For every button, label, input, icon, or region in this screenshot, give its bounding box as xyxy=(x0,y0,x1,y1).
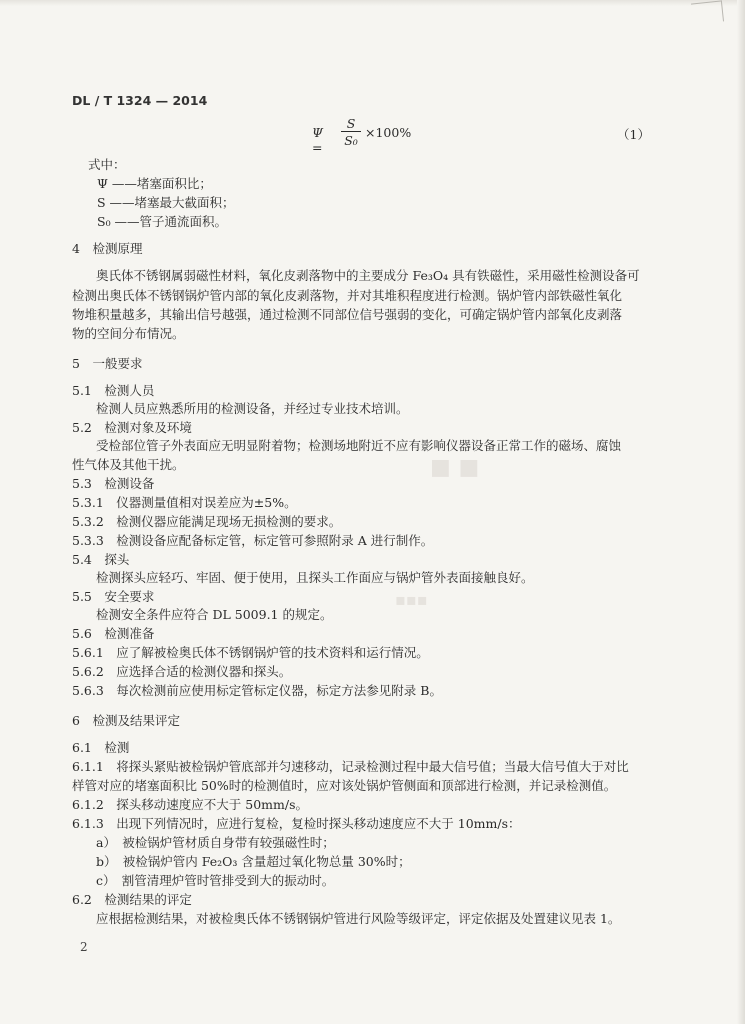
subsection-heading: 6.2 检测结果的评定 xyxy=(72,892,192,907)
paragraph-line: 样管对应的堵塞面积比 50%时的检测值时，应对该处锅炉管侧面和顶部进行检测，并记录检测值。 xyxy=(72,778,617,793)
clause: 5.3.2 检测仪器应能满足现场无损检测的要求。 xyxy=(72,514,342,529)
clause: 5.3.1 仪器测量值相对误差应为±5%。 xyxy=(72,495,297,510)
paragraph-line: 受检部位管子外表面应无明显附着物；检测场地附近不应有影响仪器设备正常工作的磁场、腐蚀 xyxy=(96,438,622,453)
clause: 6.1.3 出现下列情况时，应进行复检，复检时探头移动速度应不大于 10mm/s： xyxy=(72,816,521,831)
subsection-heading: 5.1 检测人员 xyxy=(72,383,155,398)
subsection-heading: 5.4 探头 xyxy=(72,552,130,567)
page-number: 2 xyxy=(80,940,88,954)
subsection-heading: 6.1 检测 xyxy=(72,740,130,755)
clause: 5.6.3 每次检测前应使用标定管标定仪器，标定方法参见附录 B。 xyxy=(72,683,442,698)
formula-numerator: S xyxy=(346,116,356,131)
formula-denominator: S₀ xyxy=(344,133,358,148)
paragraph-line: 检测探头应轻巧、牢固、便于使用，且探头工作面应与锅炉管外表面接触良好。 xyxy=(96,570,534,585)
paragraph-line: 性气体及其他干扰。 xyxy=(72,457,185,472)
formula-rhs: ×100% xyxy=(365,125,412,140)
clause: 5.3.3 检测设备应配备标定管，标定管可参照附录 A 进行制作。 xyxy=(72,533,434,548)
paragraph-line: 物堆积量越多，其输出信号越强，通过检测不同部位信号强弱的变化，可确定锅炉管内部氧化皮剥落 xyxy=(72,307,623,322)
where-item: Ψ ——堵塞面积比； xyxy=(97,176,212,191)
scan-edge xyxy=(0,0,745,6)
paragraph-line: 检测出奥氏体不锈钢锅炉管内部的氧化皮剥落物，并对其堆积程度进行检测。锅炉管内部铁磁性氧化 xyxy=(72,288,623,303)
equation-number: （1） xyxy=(617,127,650,142)
section-heading: 5 一般要求 xyxy=(72,356,143,371)
subsection-heading: 5.5 安全要求 xyxy=(72,589,155,604)
clause: 5.6.1 应了解被检奥氏体不锈钢锅炉管的技术资料和运行情况。 xyxy=(72,645,429,660)
paragraph-line: 检测安全条件应符合 DL 5009.1 的规定。 xyxy=(96,607,333,622)
list-item: a） 被检锅炉管材质自身带有较强磁性时； xyxy=(96,835,335,850)
paragraph-line: 物的空间分布情况。 xyxy=(72,326,185,341)
paragraph-line: 应根据检测结果，对被检奥氏体不锈钢锅炉管进行风险等级评定，评定依据及处置建议见表 1。 xyxy=(96,911,621,926)
section-heading: 4 检测原理 xyxy=(72,241,143,256)
show-through-mark: ■ ■ xyxy=(430,455,480,480)
subsection-heading: 5.6 检测准备 xyxy=(72,626,155,641)
formula-lhs: Ψ = xyxy=(312,125,323,155)
clause: 6.1.1 将探头紧贴被检锅炉管底部并匀速移动，记录检测过程中最大信号值；当最大信号值大于对比 xyxy=(72,759,629,774)
paragraph-line: 奥氏体不锈钢属弱磁性材料，氧化皮剥落物中的主要成分 Fe₃O₄ 具有铁磁性，采用磁性检测设备可 xyxy=(96,268,640,283)
subsection-heading: 5.2 检测对象及环境 xyxy=(72,420,192,435)
scan-edge xyxy=(737,0,745,1024)
where-item: S ——堵塞最大截面积； xyxy=(97,195,235,210)
section-heading: 6 检测及结果评定 xyxy=(72,713,180,728)
paragraph-line: 检测人员应熟悉所用的检测设备，并经过专业技术培训。 xyxy=(96,401,409,416)
where-item: S₀ ——管子通流面积。 xyxy=(97,214,228,229)
clause: 5.6.2 应选择合适的检测仪器和探头。 xyxy=(72,664,292,679)
where-label: 式中： xyxy=(88,157,126,172)
list-item: b） 被检锅炉管内 Fe₂O₃ 含量超过氧化物总量 30%时； xyxy=(96,854,411,869)
show-through-mark: ▪▪▪ xyxy=(395,590,428,609)
subsection-heading: 5.3 检测设备 xyxy=(72,476,155,491)
fraction-bar xyxy=(341,131,361,132)
scan-artifact xyxy=(691,0,724,24)
list-item: c） 割管清理炉管时管排受到大的振动时。 xyxy=(96,873,335,888)
clause: 6.1.2 探头移动速度应不大于 50mm/s。 xyxy=(72,797,309,812)
document-code-header: DL / T 1324 — 2014 xyxy=(72,93,208,108)
